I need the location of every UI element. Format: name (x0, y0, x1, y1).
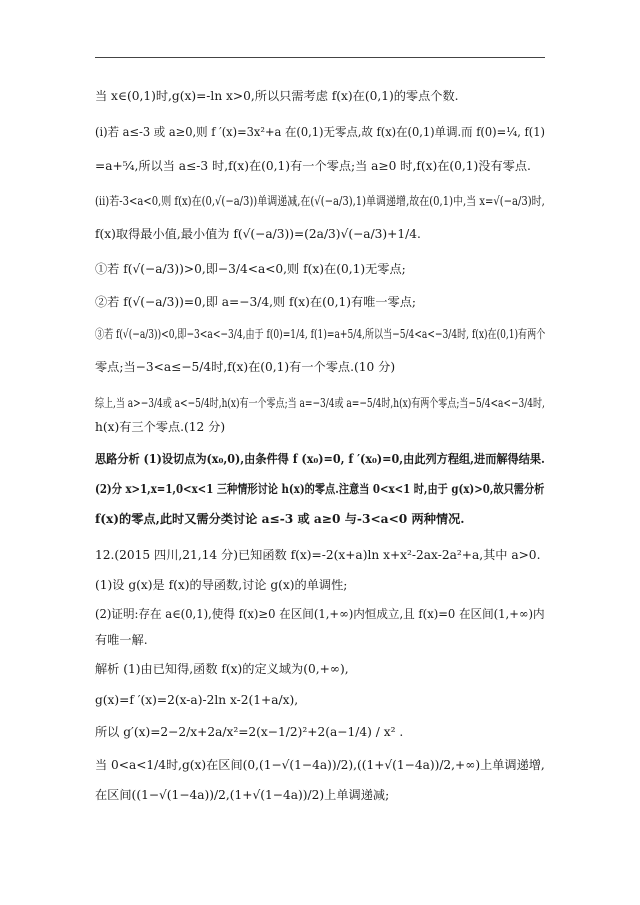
text-line: 综上,当 a>−3/4或 a<−5/4时,h(x)有一个零点;当 a=−3/4或 a=−5/4时,h(x)有两个零点;当−5/4<a<−3/4时, (95, 396, 545, 410)
text-line: (2)分 x>1,x=1,0<x<1 三种情形讨论 h(x)的零点.注意当 0<x<1 时,由于 g(x)>0,故只需分析 (95, 482, 545, 496)
text-line: 当 0<a<1/4时,g(x)在区间(0,(1−√(1−4a))/2),((1+√(1−4a))/2,+∞)上单调递增, (95, 758, 545, 772)
text-line: (1)设 g(x)是 f(x)的导函数,讨论 g(x)的单调性; (95, 578, 348, 592)
text-line: 所以 g′(x)=2−2/x+2a/x²=2(x−1/2)²+2(a−1/4) / x² . (95, 725, 404, 739)
text-line: f(x)取得最小值,最小值为 f(√(−a/3))=(2a/3)√(−a/3)+1/4. (95, 227, 421, 241)
text-line: 思路分析 (1)设切点为(x₀,0),由条件得 f (x₀)=0, f ′(x₀)=0,由此列方程组,进而解得结果. (95, 452, 545, 466)
text-line: (ii)若-3<a<0,则 f(x)在(0,√(−a/3))单调递减,在(√(−a/3),1)单调递增,故在(0,1)中,当 x=√(−a/3)时, (95, 194, 545, 208)
text-line: (2)证明:存在 a∈(0,1),使得 f(x)≥0 在区间(1,+∞)内恒成立,且 f(x)=0 在区间(1,+∞)内 (95, 607, 545, 621)
text-line: 有唯一解. (95, 633, 148, 647)
text-line: g(x)=f ′(x)=2(x-a)-2ln x-2(1+a/x), (95, 693, 299, 707)
text-line: 解析 (1)由已知得,函数 f(x)的定义域为(0,+∞), (95, 662, 349, 676)
header-rule (95, 57, 545, 58)
text-line: ③若 f(√(−a/3))<0,即−3<a<−3/4,由于 f(0)=1/4, f(1)=a+5/4,所以当−5/4<a<−3/4时, f(x)在(0,1)有两个 (95, 327, 546, 341)
text-line: h(x)有三个零点.(12 分) (95, 420, 226, 434)
text-line: =a+⁵⁄₄,所以当 a≤-3 时,f(x)在(0,1)有一个零点;当 a≥0 时,f(x)在(0,1)没有零点. (95, 159, 531, 173)
text-line: 在区间((1−√(1−4a))/2,(1+√(1−4a))/2)上单调递减; (95, 788, 390, 802)
text-line: 零点;当−3<a≤−5/4时,f(x)在(0,1)有一个零点.(10 分) (95, 360, 396, 374)
text-line: f(x)的零点,此时又需分类讨论 a≤-3 或 a≥0 与-3<a<0 两种情况. (95, 512, 465, 526)
text-line: 12.(2015 四川,21,14 分)已知函数 f(x)=-2(x+a)ln x+x²-2ax-2a²+a,其中 a>0. (95, 548, 541, 562)
text-line: ①若 f(√(−a/3))>0,即−3/4<a<0,则 f(x)在(0,1)无零点; (95, 262, 406, 276)
text-line: ②若 f(√(−a/3))=0,即 a=−3/4,则 f(x)在(0,1)有唯一零点; (95, 295, 417, 309)
text-line: 当 x∈(0,1)时,g(x)=-ln x>0,所以只需考虑 f(x)在(0,1)的零点个数. (95, 89, 459, 103)
text-line: (i)若 a≤-3 或 a≥0,则 f ′(x)=3x²+a 在(0,1)无零点,故 f(x)在(0,1)单调.而 f(0)=¹⁄₄, f(1) (95, 125, 545, 139)
